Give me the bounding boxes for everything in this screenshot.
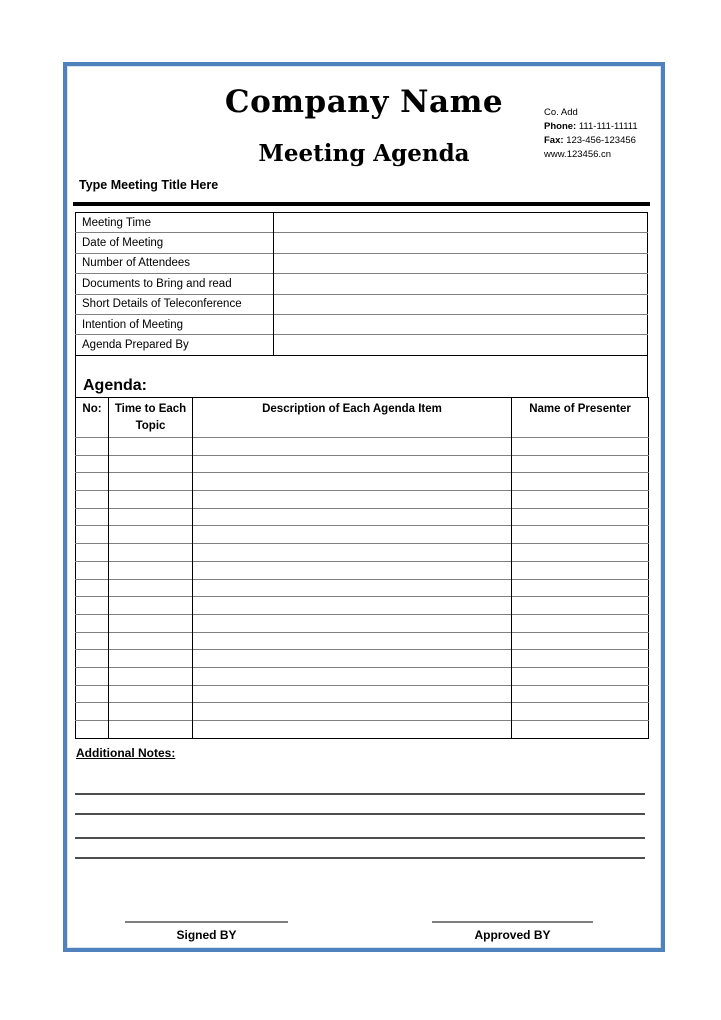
info-value-field[interactable]	[274, 253, 648, 273]
info-row	[76, 294, 648, 314]
agenda-row	[76, 579, 649, 597]
agenda-cell[interactable]	[512, 473, 649, 491]
info-value-field[interactable]	[274, 314, 648, 334]
agenda-row	[76, 632, 649, 650]
agenda-cell[interactable]	[76, 685, 109, 703]
agenda-heading: Agenda:	[83, 377, 147, 394]
agenda-cell[interactable]	[76, 650, 109, 668]
note-ruled-line	[75, 837, 645, 839]
agenda-cell[interactable]	[109, 614, 193, 632]
contact-phone-label: Phone:	[544, 121, 577, 132]
agenda-cell[interactable]	[193, 667, 512, 685]
agenda-row	[76, 508, 649, 526]
signature-block-signed	[125, 921, 288, 942]
info-label: Documents to Bring and read	[76, 274, 274, 294]
info-value-field[interactable]	[274, 335, 648, 355]
info-label: Intention of Meeting	[76, 314, 274, 334]
agenda-cell[interactable]	[76, 473, 109, 491]
info-label: Meeting Time	[82, 216, 152, 229]
info-row	[76, 213, 648, 233]
agenda-row	[76, 597, 649, 615]
contact-address: Co. Add	[544, 107, 578, 118]
agenda-col-no: No:	[82, 403, 102, 415]
note-ruled-line	[75, 793, 645, 795]
agenda-cell[interactable]	[512, 491, 649, 509]
agenda-cell[interactable]	[76, 508, 109, 526]
agenda-cell[interactable]	[109, 650, 193, 668]
agenda-cell[interactable]	[512, 614, 649, 632]
company-name: Company Name	[224, 84, 504, 120]
agenda-cell[interactable]	[76, 667, 109, 685]
agenda-cell[interactable]	[512, 597, 649, 615]
agenda-cell[interactable]	[109, 597, 193, 615]
agenda-row	[76, 561, 649, 579]
agenda-col-time: Time to Each Topic	[109, 398, 193, 438]
meeting-info-table	[75, 212, 648, 356]
agenda-cell[interactable]	[109, 526, 193, 544]
agenda-cell[interactable]	[76, 614, 109, 632]
agenda-row	[76, 685, 649, 703]
agenda-cell[interactable]	[512, 544, 649, 562]
agenda-cell[interactable]	[193, 544, 512, 562]
info-row	[76, 233, 648, 253]
agenda-cell[interactable]	[109, 632, 193, 650]
agenda-cell[interactable]	[193, 703, 512, 721]
agenda-cell[interactable]	[512, 703, 649, 721]
agenda-cell[interactable]	[512, 650, 649, 668]
agenda-row	[76, 491, 649, 509]
agenda-row	[76, 721, 649, 739]
agenda-cell[interactable]	[109, 473, 193, 491]
agenda-cell[interactable]	[76, 491, 109, 509]
agenda-row	[76, 438, 649, 456]
agenda-cell[interactable]	[512, 455, 649, 473]
document-page	[63, 62, 665, 952]
agenda-cell[interactable]	[76, 455, 109, 473]
agenda-cell[interactable]	[76, 721, 109, 739]
agenda-table	[75, 397, 649, 739]
approved-by-label: Approved BY	[474, 928, 551, 942]
document-title: Meeting Agenda	[258, 140, 470, 167]
agenda-col-description: Description of Each Agenda Item	[193, 398, 512, 438]
agenda-cell[interactable]	[76, 544, 109, 562]
agenda-cell[interactable]	[109, 703, 193, 721]
contact-phone	[544, 120, 659, 134]
agenda-cell[interactable]	[512, 438, 649, 456]
agenda-cell[interactable]	[109, 544, 193, 562]
info-label: Number of Attendees	[76, 253, 274, 273]
agenda-cell[interactable]	[76, 438, 109, 456]
agenda-cell[interactable]	[512, 561, 649, 579]
agenda-cell[interactable]	[512, 579, 649, 597]
info-value-field[interactable]	[274, 233, 648, 253]
info-label: Date of Meeting	[76, 233, 274, 253]
contact-phone-value: 111-111-11111	[578, 121, 638, 132]
agenda-cell[interactable]	[193, 632, 512, 650]
agenda-cell[interactable]	[76, 597, 109, 615]
agenda-row	[76, 544, 649, 562]
agenda-cell[interactable]	[109, 508, 193, 526]
agenda-cell[interactable]	[109, 438, 193, 456]
agenda-col-presenter: Name of Presenter	[512, 398, 649, 438]
agenda-cell[interactable]	[193, 721, 512, 739]
agenda-heading-band	[75, 355, 648, 397]
agenda-header-row	[76, 398, 649, 438]
agenda-row	[76, 473, 649, 491]
info-row	[76, 314, 648, 334]
agenda-cell[interactable]	[512, 508, 649, 526]
agenda-cell[interactable]	[109, 491, 193, 509]
contact-block	[544, 106, 659, 162]
agenda-cell[interactable]	[193, 455, 512, 473]
info-value-field[interactable]	[274, 213, 648, 233]
agenda-row	[76, 650, 649, 668]
info-label: Agenda Prepared By	[76, 335, 274, 355]
agenda-cell[interactable]	[109, 721, 193, 739]
agenda-cell[interactable]	[76, 632, 109, 650]
agenda-cell[interactable]	[193, 438, 512, 456]
agenda-cell[interactable]	[512, 721, 649, 739]
contact-fax-value: 123-456-123456	[566, 135, 636, 146]
agenda-row	[76, 614, 649, 632]
info-row	[76, 274, 648, 294]
agenda-row	[76, 526, 649, 544]
agenda-cell[interactable]	[76, 703, 109, 721]
additional-notes-heading: Additional Notes:	[76, 746, 176, 760]
agenda-cell[interactable]	[193, 597, 512, 615]
agenda-cell[interactable]	[512, 685, 649, 703]
agenda-cell[interactable]	[76, 579, 109, 597]
agenda-cell[interactable]	[193, 650, 512, 668]
agenda-cell[interactable]	[109, 455, 193, 473]
info-value-field[interactable]	[274, 294, 648, 314]
agenda-cell[interactable]	[193, 614, 512, 632]
agenda-cell[interactable]	[193, 473, 512, 491]
title-rule	[73, 202, 650, 206]
agenda-cell[interactable]	[193, 491, 512, 509]
agenda-cell[interactable]	[512, 667, 649, 685]
agenda-row	[76, 455, 649, 473]
agenda-row	[76, 667, 649, 685]
info-label: Short Details of Teleconference	[76, 294, 274, 314]
note-ruled-line	[75, 857, 645, 859]
agenda-cell[interactable]	[193, 526, 512, 544]
agenda-cell[interactable]	[109, 561, 193, 579]
agenda-cell[interactable]	[193, 685, 512, 703]
agenda-cell[interactable]	[109, 685, 193, 703]
contact-website: www.123456.cn	[544, 149, 612, 160]
agenda-cell[interactable]	[109, 667, 193, 685]
agenda-cell[interactable]	[193, 579, 512, 597]
agenda-cell[interactable]	[193, 508, 512, 526]
info-value-field[interactable]	[274, 274, 648, 294]
agenda-cell[interactable]	[512, 632, 649, 650]
info-row	[76, 253, 648, 273]
meeting-title-placeholder[interactable]: Type Meeting Title Here	[79, 178, 219, 192]
signed-by-line[interactable]	[125, 921, 288, 923]
signed-by-label: Signed BY	[176, 928, 237, 942]
agenda-cell[interactable]	[76, 526, 109, 544]
agenda-cell[interactable]	[76, 561, 109, 579]
note-ruled-line	[75, 813, 645, 815]
info-row	[76, 335, 648, 355]
agenda-cell[interactable]	[109, 579, 193, 597]
contact-fax-label: Fax:	[544, 135, 564, 146]
contact-fax	[544, 134, 659, 148]
approved-by-line[interactable]	[432, 921, 593, 923]
agenda-cell[interactable]	[193, 561, 512, 579]
agenda-row	[76, 703, 649, 721]
agenda-table-body	[76, 438, 649, 739]
signature-block-approved	[432, 921, 593, 942]
agenda-cell[interactable]	[512, 526, 649, 544]
